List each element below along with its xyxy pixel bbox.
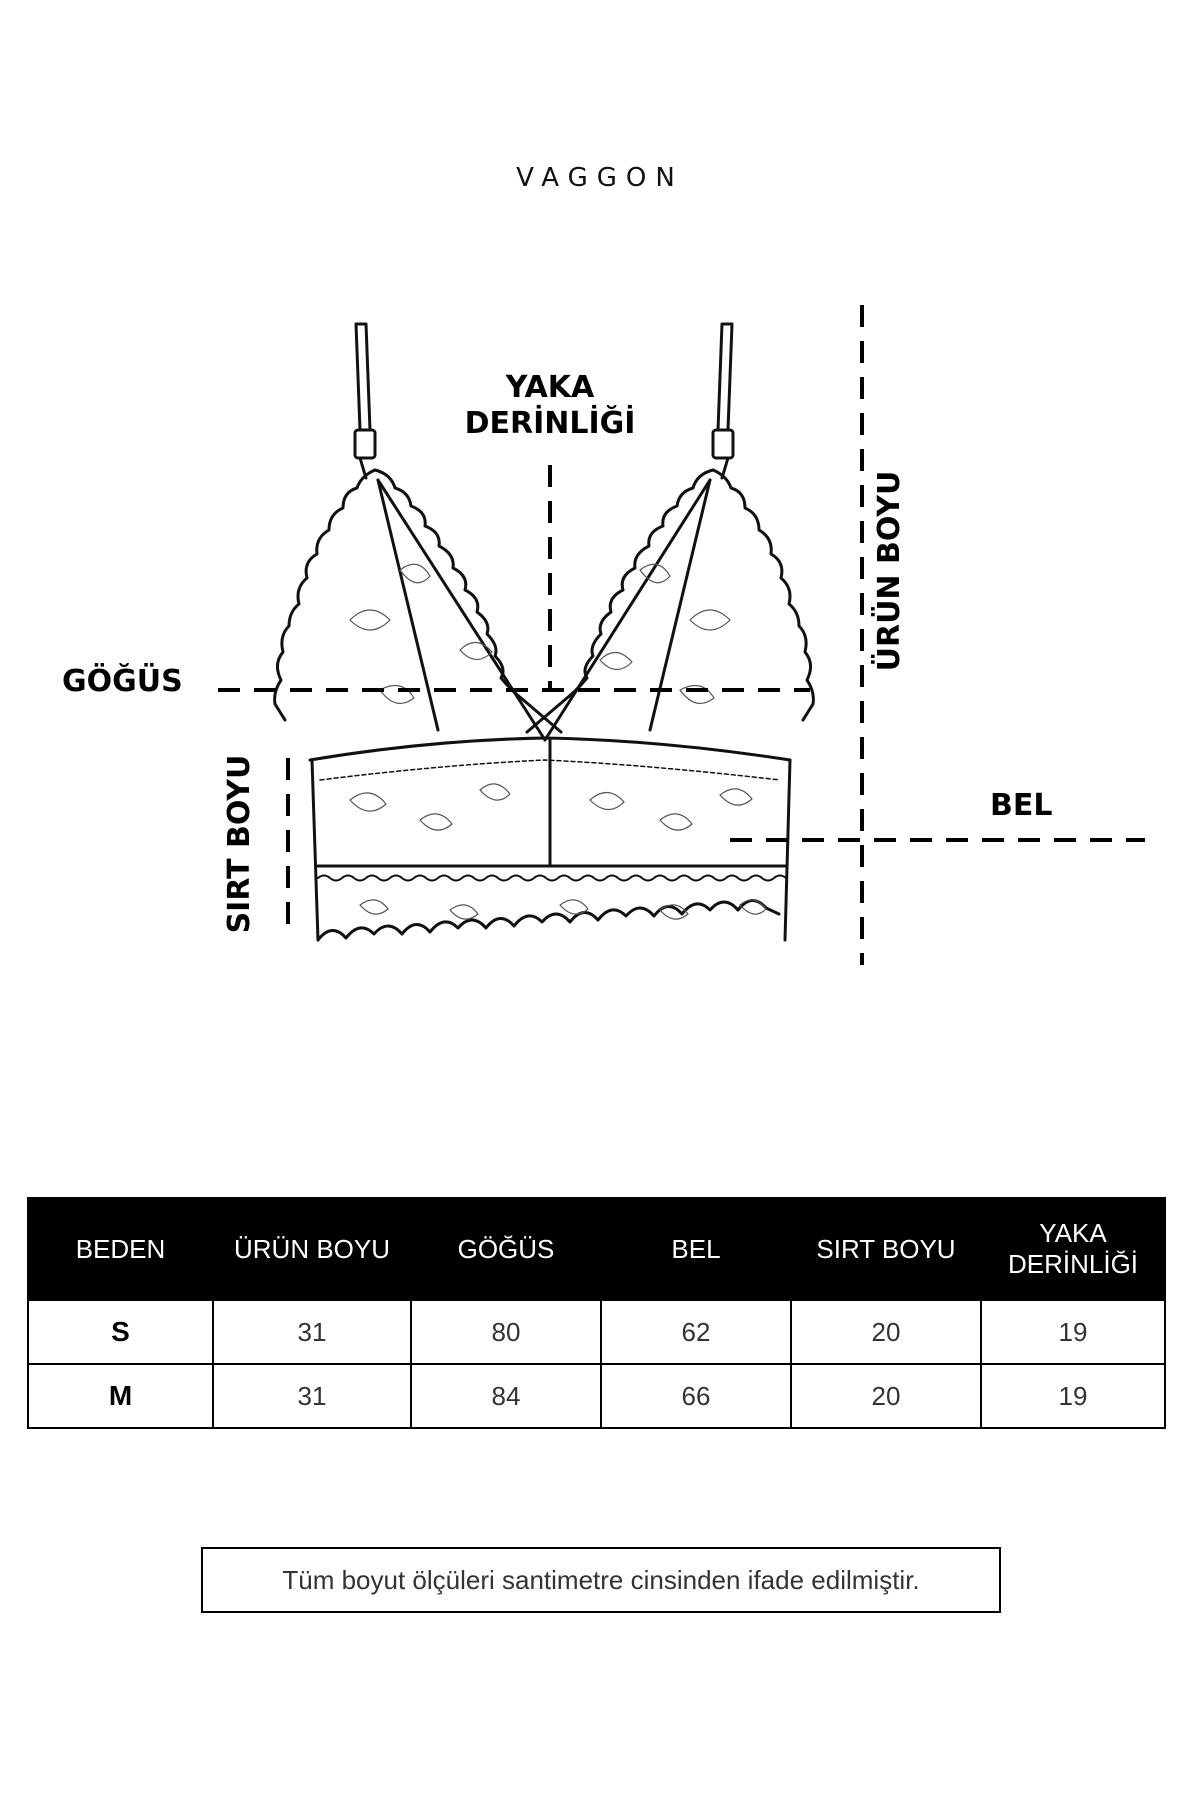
label-yaka-line2: DERİNLİĞİ (464, 406, 636, 441)
cell-bel: 62 (601, 1300, 791, 1364)
brand-logo: VAGGON (516, 163, 684, 193)
left-strap (355, 324, 375, 478)
cell-size: M (28, 1364, 213, 1428)
label-yaka-line1: YAKA (505, 370, 595, 405)
cell-yaka-derinligi: 19 (981, 1300, 1165, 1364)
label-urun-boyu: ÜRÜN BOYU (872, 470, 907, 672)
bottom-lace-hem (318, 900, 779, 940)
header-yaka-line1: YAKA (1039, 1218, 1107, 1248)
table-row (28, 1364, 1165, 1428)
right-strap (713, 324, 733, 478)
header-bel: BEL (601, 1198, 791, 1300)
table-header-row (28, 1198, 1165, 1300)
label-bel: BEL (990, 788, 1053, 823)
measurement-note: Tüm boyut ölçüleri santimetre cinsinden ifade edilmiştir. (201, 1547, 1001, 1613)
cell-size: S (28, 1300, 213, 1364)
header-urun-boyu: ÜRÜN BOYU (213, 1198, 411, 1300)
label-yaka-derinligi (420, 370, 680, 442)
left-cup-inner-lace (375, 470, 561, 732)
cell-urun-boyu: 31 (213, 1300, 411, 1364)
size-table (27, 1197, 1166, 1429)
right-cup-inner-lace (527, 470, 713, 732)
cell-gogus: 84 (411, 1364, 601, 1428)
header-sirt-boyu: SIRT BOYU (791, 1198, 981, 1300)
cell-sirt-boyu: 20 (791, 1364, 981, 1428)
header-yaka-line2: DERİNLİĞİ (1007, 1249, 1139, 1279)
right-cup-lace-edge (713, 470, 813, 720)
table-row (28, 1300, 1165, 1364)
cell-urun-boyu: 31 (213, 1364, 411, 1428)
cell-sirt-boyu: 20 (791, 1300, 981, 1364)
label-gogus: GÖĞÜS (62, 664, 183, 699)
cell-yaka-derinligi: 19 (981, 1364, 1165, 1428)
cell-gogus: 80 (411, 1300, 601, 1364)
cell-bel: 66 (601, 1364, 791, 1428)
left-cup-lace-edge (275, 470, 375, 720)
header-beden: BEDEN (28, 1198, 213, 1300)
header-gogus: GÖĞÜS (411, 1198, 601, 1300)
label-sirt-boyu: SIRT BOYU (222, 754, 257, 934)
header-yaka-derinligi (981, 1198, 1165, 1300)
